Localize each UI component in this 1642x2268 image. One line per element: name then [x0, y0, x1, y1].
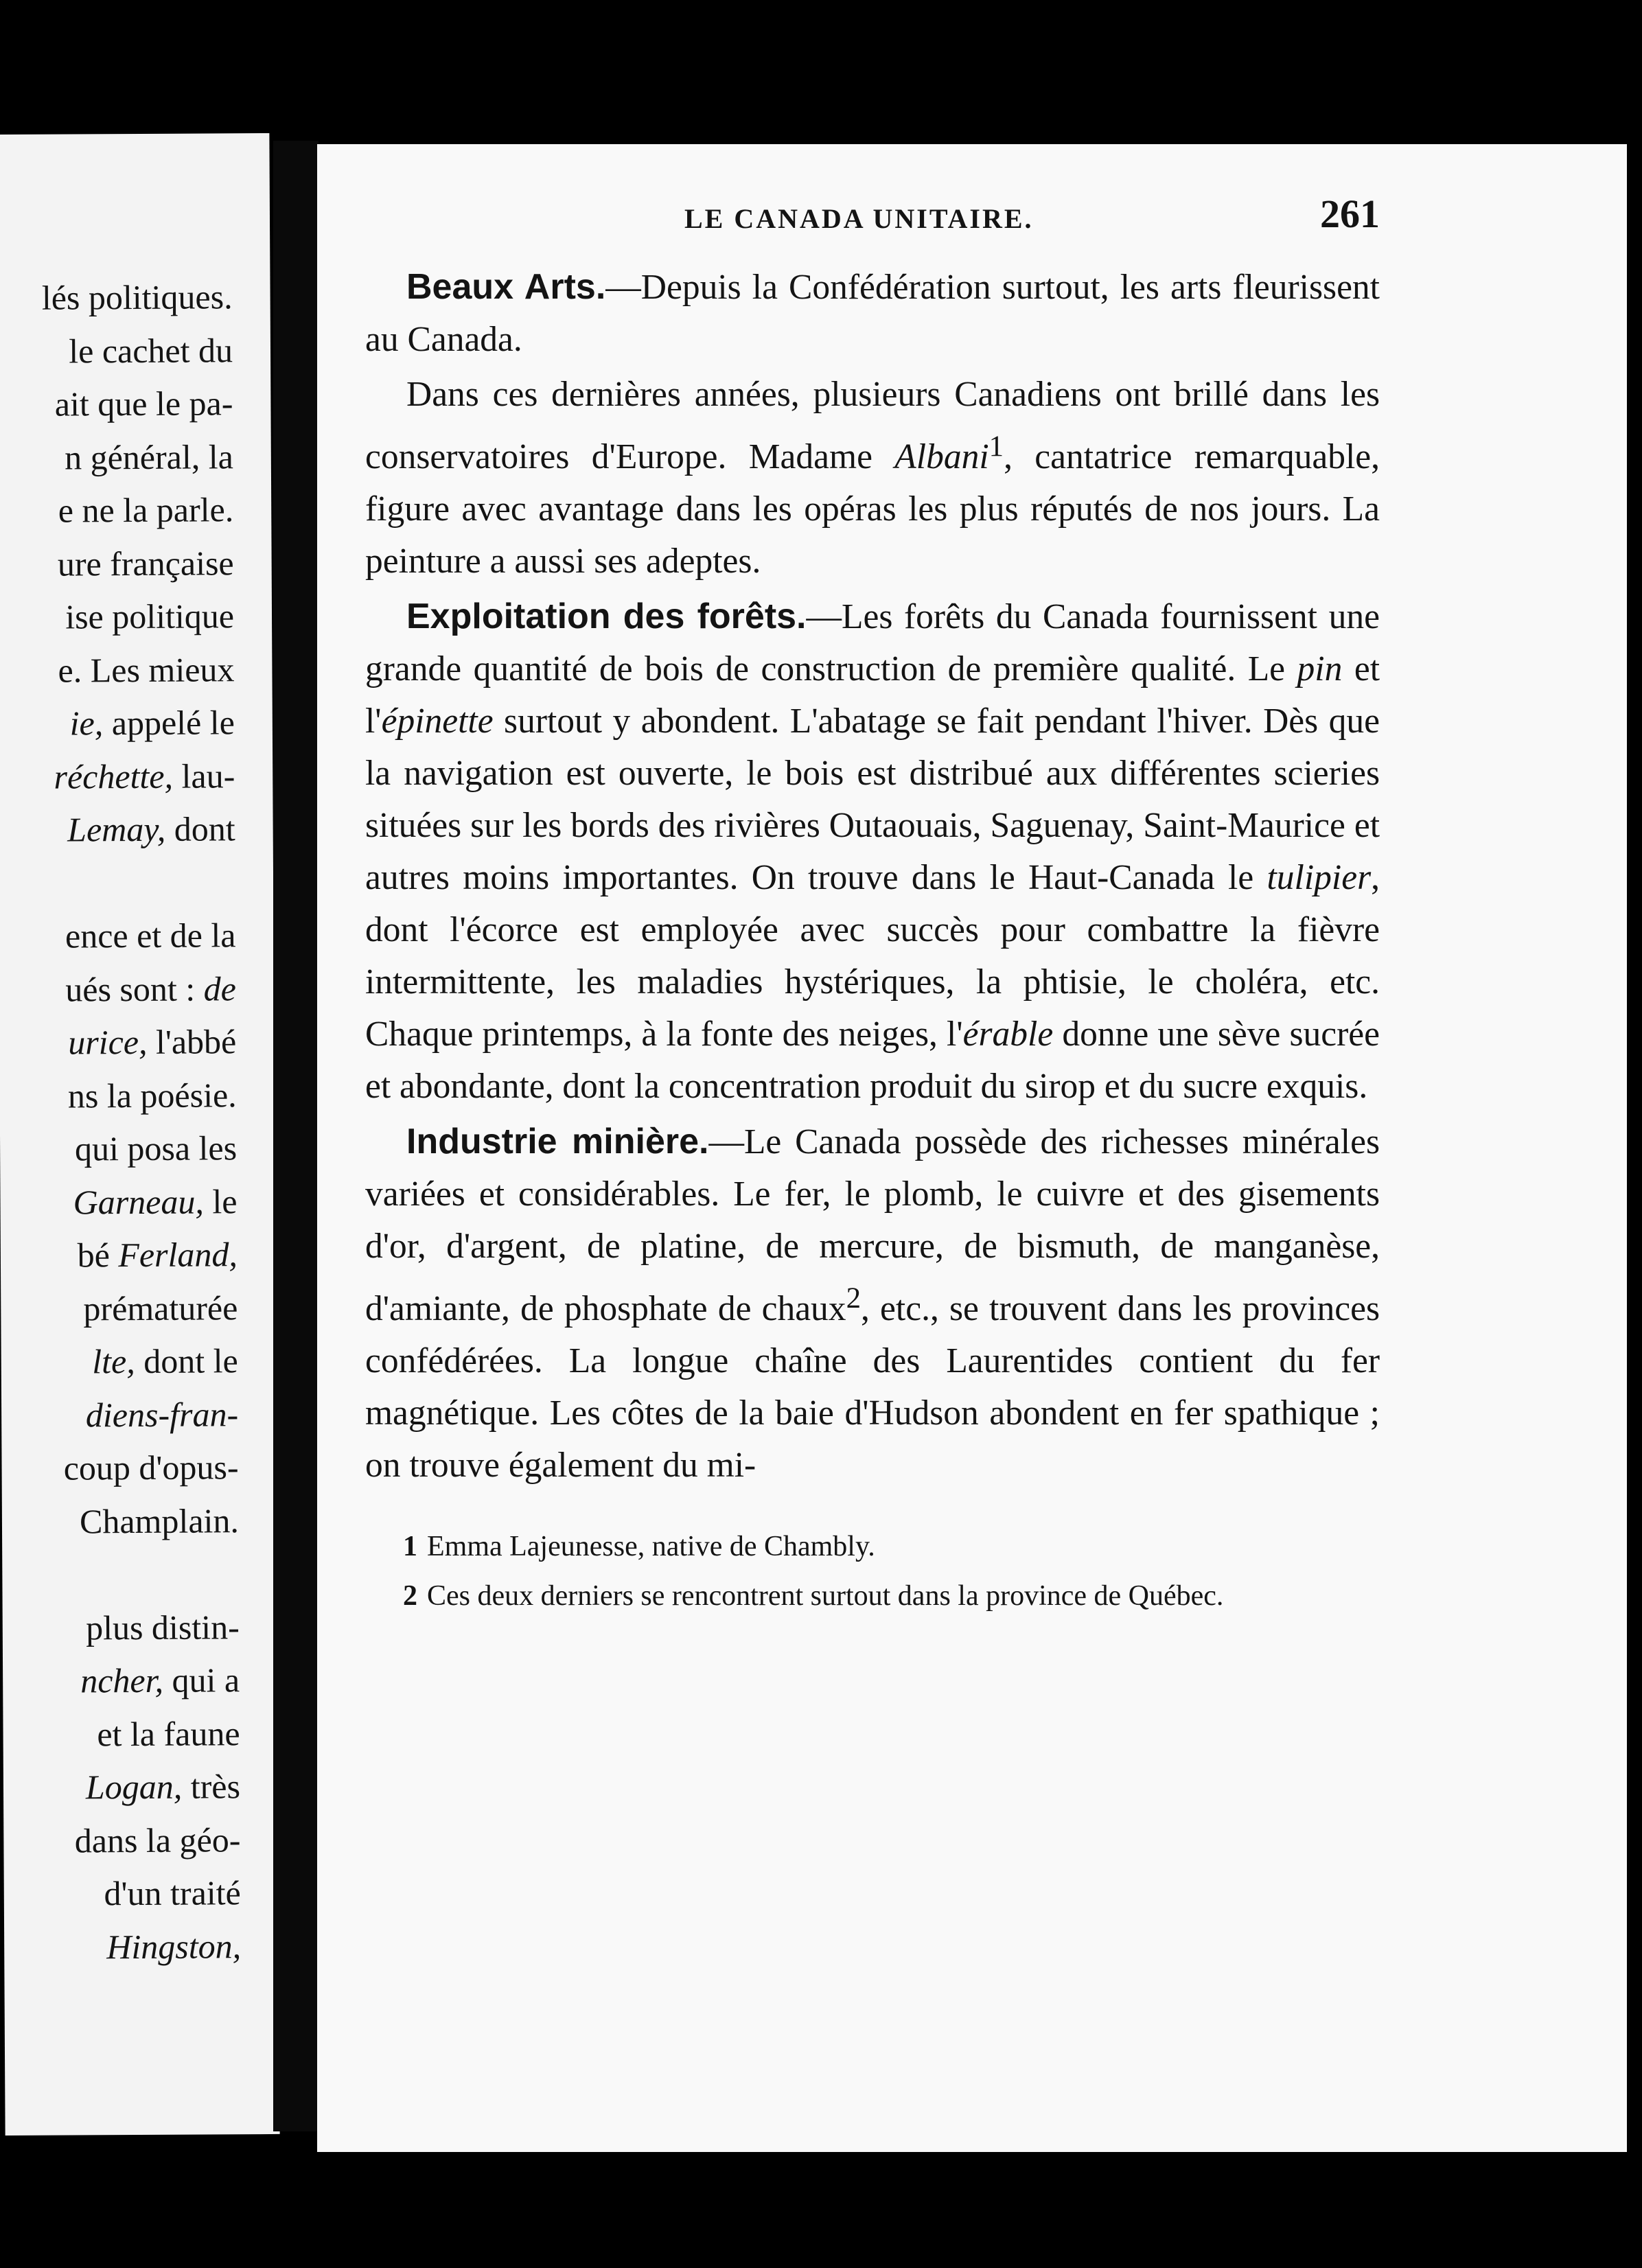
footnote-2	[365, 1574, 1380, 1618]
left-page-line	[0, 1334, 238, 1390]
left-page-line: e ne la parle.	[58, 490, 234, 530]
paragraph-beaux-arts	[365, 261, 1380, 366]
book-spine	[273, 141, 319, 2131]
left-page-line: ure française	[57, 543, 234, 583]
line-text: dont	[165, 809, 235, 848]
left-page-line	[0, 856, 235, 912]
paragraph-text: et l'	[365, 649, 1380, 741]
line-italic: Hingston,	[106, 1926, 242, 1966]
paragraph-text: donne une sève sucrée et abondante, dont la concentration produit du sirop et du sucre exquis.	[365, 1015, 1380, 1107]
left-page-text	[0, 270, 241, 1975]
line-italic: réchette,	[54, 756, 174, 796]
line-italic: Ferland,	[118, 1235, 238, 1275]
left-page-line: Champlain.	[79, 1501, 240, 1540]
paragraph-text: , cantatrice remarquable, figure avec avantage dans les opéras les plus réputés de nos jours. La peinture a aussi ses adeptes.	[365, 437, 1380, 581]
line-text: le	[203, 1181, 238, 1220]
running-title: LE CANADA UNITAIRE.	[684, 203, 1034, 234]
line-italic: urice,	[68, 1022, 148, 1062]
line-text: appelé le	[103, 703, 235, 743]
line-text: très	[182, 1767, 241, 1806]
left-page-line: ns la poésie.	[67, 1075, 237, 1115]
left-page-line: ence et de la	[65, 916, 236, 956]
footnote-text: Ces deux derniers se rencontrent surtout dans la province de Québec.	[427, 1580, 1224, 1612]
left-page-line: n général, la	[64, 437, 233, 477]
left-page-line: lés politiques.	[41, 277, 233, 317]
left-page-line: ait que le pa-	[54, 384, 233, 424]
section-heading-industrie: Industrie minière.	[406, 1122, 709, 1162]
running-head	[365, 185, 1380, 261]
left-page-line	[0, 1175, 238, 1231]
section-heading-beaux-arts: Beaux Arts.	[406, 267, 606, 307]
footnote-ref: 1	[988, 430, 1004, 463]
section-heading-forets: Exploitation des forêts.	[406, 597, 807, 637]
left-page-line	[0, 1015, 237, 1071]
line-italic: Garneau,	[73, 1181, 205, 1221]
footnote-marker: 1	[403, 1531, 417, 1563]
left-page-line	[0, 1654, 240, 1709]
footnote-marker: 2	[403, 1580, 417, 1612]
paragraph-text: , etc., se trouvent dans les provinces confédérées. La longue chaîne des Laurentides contient du fer magnétique. Les côtes de la baie d'Hudson abondent en fer spathique ; on trouve également du mi-	[365, 1289, 1380, 1485]
left-page-line: coup d'opus-	[63, 1448, 239, 1488]
left-page-line	[0, 750, 235, 805]
left-page-line	[0, 962, 236, 1018]
right-page	[317, 144, 1627, 2152]
paragraph-text: —Depuis la Confédération surtout, les arts fleurissent au Canada.	[365, 268, 1380, 359]
line-italic: Lemay,	[67, 809, 166, 849]
italic-term: pin	[1297, 649, 1343, 689]
line-italic: ncher,	[80, 1660, 164, 1700]
page-number: 261	[1320, 192, 1380, 236]
line-italic: lte,	[92, 1342, 135, 1381]
paragraph-text: , dont l'écorce est employée avec succès pour combattre la fièvre intermittente, les maladies hystériques, la phtisie, le choléra, etc. Chaque printemps, à la fonte des neiges, l'	[365, 858, 1380, 1054]
paragraph-forets	[365, 590, 1380, 1113]
paragraph-text: Dans ces dernières années, plusieurs Canadiens ont brillé dans les conservatoires d'Europe. Madame	[365, 375, 1380, 477]
italic-name: Albani	[894, 437, 989, 477]
left-page-line: ise politique	[65, 597, 235, 636]
left-page-line: d'un traité	[104, 1873, 241, 1913]
line-text: bé	[77, 1236, 119, 1275]
left-page	[0, 133, 280, 2136]
footnote-1	[365, 1525, 1380, 1569]
left-page-line	[0, 1920, 241, 1976]
left-page-line	[0, 1760, 240, 1816]
left-page-line: et la faune	[97, 1713, 240, 1753]
left-page-line: plus distin-	[85, 1607, 240, 1647]
italic-term: tulipier	[1267, 858, 1372, 898]
footnote-text: Emma Lajeunesse, native de Chambly.	[427, 1531, 875, 1563]
paragraph-text: —Les forêts du Canada fournissent une grande quantité de bois de construction de première qualité. Le	[365, 597, 1380, 689]
line-italic: diens-fran-	[85, 1394, 239, 1434]
left-page-line: prématurée	[83, 1288, 238, 1328]
paragraph-text: surtout y abondent. L'abatage se fait pendant l'hiver. Dès que la navigation est ouverte, le bois est distribué aux différentes scieries situées sur les bords des rivières Outaouais, Saguenay, Saint-Maurice et autres moins importantes. On trouve dans le Haut-Canada le	[365, 702, 1380, 898]
italic-term: érable	[962, 1015, 1054, 1054]
left-page-line	[0, 1547, 240, 1603]
footnotes	[365, 1525, 1380, 1618]
paragraph-text: —Le Canada possède des richesses minérales variées et considérables. Le fer, le plomb, le cuivre et des gisements d'or, d'argent, de platine, de mercure, de bismuth, de manganèse, d'amiante, de phosphate de chaux	[365, 1122, 1380, 1329]
left-page-line	[0, 802, 235, 858]
line-text: qui a	[163, 1660, 240, 1700]
line-text: ués sont :	[65, 969, 204, 1009]
paragraph-albani	[365, 369, 1380, 588]
footnote-ref: 2	[846, 1282, 862, 1315]
line-italic: de	[203, 969, 237, 1008]
left-page-line: qui posa les	[74, 1129, 238, 1168]
left-page-line: le cachet du	[69, 330, 233, 371]
line-text: lau-	[172, 756, 235, 796]
page-content	[365, 185, 1380, 1623]
line-italic: Logan,	[85, 1767, 183, 1807]
italic-term: épinette	[381, 702, 494, 741]
left-page-line	[0, 1228, 238, 1284]
line-text: l'abbé	[147, 1022, 237, 1061]
line-text: dont le	[135, 1341, 238, 1381]
left-page-line	[0, 696, 235, 752]
left-page-line	[0, 1388, 238, 1444]
left-page-line: e. Les mieux	[58, 649, 235, 690]
line-italic: ie,	[69, 704, 104, 743]
left-page-line: dans la géo-	[74, 1820, 241, 1860]
paragraph-industrie	[365, 1115, 1380, 1492]
